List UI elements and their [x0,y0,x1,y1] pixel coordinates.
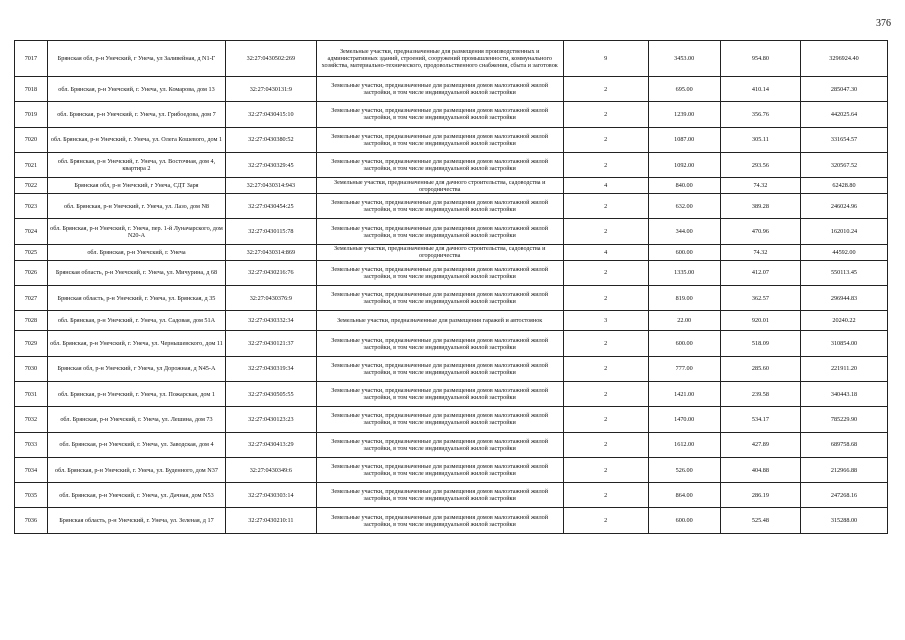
address-cell: обл. Брянская, р-н Унечский, г. Унеча, ул. Олега Кошевого, дом 1 [47,127,225,152]
area-cell: 600.00 [648,331,720,356]
land-use-cell: Земельные участки, предназначенные для размещения домов малоэтажной жилой застройки, в том числе индивидуальной жилой застройки [316,77,563,102]
cadastral-value-cell: 3296924.40 [800,41,887,77]
cadastral-number-cell: 32:27:0430319:34 [226,356,316,381]
row-number: 7029 [15,331,48,356]
area-cell: 1087.00 [648,127,720,152]
area-cell: 1092.00 [648,152,720,177]
land-use-cell: Земельные участки, предназначенные для дачного строительства, садоводства и огородничества [316,244,563,260]
use-code-cell: 2 [563,127,648,152]
rate-cell: 239.58 [720,381,800,406]
cadastral-number-cell: 32:27:0430123:23 [226,407,316,432]
cadastral-value-cell: 221911.20 [800,356,887,381]
cadastral-value-cell: 246024.96 [800,194,887,219]
land-use-cell: Земельные участки, предназначенные для размещения домов малоэтажной жилой застройки, в том числе индивидуальной жилой застройки [316,407,563,432]
area-cell: 777.00 [648,356,720,381]
row-number: 7020 [15,127,48,152]
use-code-cell: 2 [563,331,648,356]
cadastral-value-cell: 320567.52 [800,152,887,177]
table-row [15,356,888,381]
cadastral-value-cell: 310854.00 [800,331,887,356]
rate-cell: 305.11 [720,127,800,152]
rate-cell: 74.32 [720,178,800,194]
land-use-cell: Земельные участки, предназначенные для размещения домов малоэтажной жилой застройки, в том числе индивидуальной жилой застройки [316,356,563,381]
land-use-cell: Земельные участки, предназначенные для размещения производственных и административных зданий, строений, сооружений промышленности, коммунального хозяйства, материально-технического, продовольственного снабжения, сбыта и заготовок [316,41,563,77]
area-cell: 3453.00 [648,41,720,77]
cadastral-number-cell: 32:27:0430376:9 [226,286,316,311]
cadastral-value-cell: 285047.30 [800,77,887,102]
table-row [15,127,888,152]
rate-cell: 534.17 [720,407,800,432]
table-row [15,77,888,102]
cadastral-value-cell: 689758.68 [800,432,887,457]
land-use-cell: Земельные участки, предназначенные для размещения домов малоэтажной жилой застройки, в том числе индивидуальной жилой застройки [316,381,563,406]
address-cell: обл. Брянская, р-н Унечский, г. Унеча [47,244,225,260]
land-use-cell: Земельные участки, предназначенные для размещения домов малоэтажной жилой застройки, в том числе индивидуальной жилой застройки [316,508,563,533]
cadastral-number-cell: 32:27:0430502:269 [226,41,316,77]
cadastral-number-cell: 32:27:0430332:34 [226,311,316,331]
rate-cell: 286.19 [720,483,800,508]
use-code-cell: 9 [563,41,648,77]
address-cell: обл. Брянская, р-н Унечский, г. Унеча, пер. 1-й Луначарского, дом N20-А [47,219,225,244]
cadastral-value-cell: 162010.24 [800,219,887,244]
cadastral-value-cell: 212966.88 [800,457,887,482]
cadastral-value-cell: 785229.90 [800,407,887,432]
use-code-cell: 4 [563,244,648,260]
address-cell: Брянская область, р-н Унечский, г. Унеча, ул. Мичурина, д 68 [47,260,225,285]
cadastral-number-cell: 32:27:0430303:14 [226,483,316,508]
table-row [15,286,888,311]
cadastral-number-cell: 32:27:0430329:45 [226,152,316,177]
row-number: 7026 [15,260,48,285]
address-cell: Брянская область, р-н Унечский, г. Унеча, ул. Зеленая, д 17 [47,508,225,533]
use-code-cell: 2 [563,77,648,102]
use-code-cell: 2 [563,152,648,177]
table-row [15,194,888,219]
cadastral-number-cell: 32:27:0430121:37 [226,331,316,356]
land-use-cell: Земельные участки, предназначенные для размещения домов малоэтажной жилой застройки, в том числе индивидуальной жилой застройки [316,286,563,311]
use-code-cell: 2 [563,356,648,381]
land-use-cell: Земельные участки, предназначенные для размещения домов малоэтажной жилой застройки, в том числе индивидуальной жилой застройки [316,432,563,457]
area-cell: 600.00 [648,508,720,533]
land-use-cell: Земельные участки, предназначенные для размещения домов малоэтажной жилой застройки, в том числе индивидуальной жилой застройки [316,152,563,177]
table-row [15,483,888,508]
use-code-cell: 2 [563,194,648,219]
rate-cell: 404.88 [720,457,800,482]
address-cell: обл. Брянская, р-н Унечский, г. Унеча, ул. Восточная, дом 4, квартира 2 [47,152,225,177]
land-use-cell: Земельные участки, предназначенные для размещения домов малоэтажной жилой застройки, в том числе индивидуальной жилой застройки [316,102,563,127]
cadastral-number-cell: 32:27:0430380:52 [226,127,316,152]
area-cell: 1421.00 [648,381,720,406]
use-code-cell: 2 [563,260,648,285]
address-cell: обл. Брянская, р-н Унечский, г. Унеча, ул. Лешина, дом 73 [47,407,225,432]
land-use-cell: Земельные участки, предназначенные для размещения домов малоэтажной жилой застройки, в том числе индивидуальной жилой застройки [316,219,563,244]
rate-cell: 74.32 [720,244,800,260]
address-cell: обл. Брянская, р-н Унечский, г. Унеча, ул. Заводская, дом 4 [47,432,225,457]
use-code-cell: 2 [563,102,648,127]
address-cell: обл. Брянская, р-н Унечский, г. Унеча, ул. Грибоедова, дом 7 [47,102,225,127]
rate-cell: 356.76 [720,102,800,127]
address-cell: обл. Брянская, р-н Унечский, г. Унеча, ул. Дачная, дом N53 [47,483,225,508]
rate-cell: 920.01 [720,311,800,331]
cadastral-number-cell: 32:27:0430415:10 [226,102,316,127]
area-cell: 695.00 [648,77,720,102]
address-cell: обл. Брянская, р-н Унечский, г. Унеча, ул. Лазо, дом N8 [47,194,225,219]
table-row [15,457,888,482]
table-row [15,41,888,77]
table-row [15,178,888,194]
page-number: 376 [876,18,891,29]
address-cell: Брянская область, р-н Унечский, г. Унеча, ул. Брянская, д 35 [47,286,225,311]
use-code-cell: 2 [563,508,648,533]
row-number: 7023 [15,194,48,219]
land-use-cell: Земельные участки, предназначенные для размещения домов малоэтажной жилой застройки, в том числе индивидуальной жилой застройки [316,483,563,508]
table-row [15,152,888,177]
row-number: 7024 [15,219,48,244]
table-row [15,508,888,533]
cadastral-value-cell: 20240.22 [800,311,887,331]
table-row [15,331,888,356]
table-row [15,219,888,244]
land-use-cell: Земельные участки, предназначенные для размещения домов малоэтажной жилой застройки, в том числе индивидуальной жилой застройки [316,331,563,356]
row-number: 7021 [15,152,48,177]
area-cell: 22.00 [648,311,720,331]
cadastral-number-cell: 32:27:0430413:29 [226,432,316,457]
use-code-cell: 2 [563,432,648,457]
table-row [15,102,888,127]
area-cell: 344.00 [648,219,720,244]
cadastral-number-cell: 32:27:0430115:78 [226,219,316,244]
rate-cell: 293.56 [720,152,800,177]
rate-cell: 427.89 [720,432,800,457]
use-code-cell: 3 [563,311,648,331]
address-cell: обл. Брянская, р-н Унечский, г. Унеча, ул. Садовая, дом 51А [47,311,225,331]
address-cell: обл. Брянская, р-н Унечский, г. Унеча, ул. Пожарская, дом 1 [47,381,225,406]
row-number: 7035 [15,483,48,508]
cadastral-number-cell: 32:27:0430314:943 [226,178,316,194]
row-number: 7030 [15,356,48,381]
land-use-cell: Земельные участки, предназначенные для размещения домов малоэтажной жилой застройки, в том числе индивидуальной жилой застройки [316,457,563,482]
cadastral-number-cell: 32:27:0430349:6 [226,457,316,482]
use-code-cell: 2 [563,381,648,406]
cadastral-value-cell: 340443.18 [800,381,887,406]
rate-cell: 518.09 [720,331,800,356]
row-number: 7036 [15,508,48,533]
land-use-cell: Земельные участки, предназначенные для дачного строительства, садоводства и огородничества [316,178,563,194]
table-row [15,381,888,406]
cadastral-number-cell: 32:27:0430454:25 [226,194,316,219]
use-code-cell: 2 [563,457,648,482]
row-number: 7017 [15,41,48,77]
row-number: 7022 [15,178,48,194]
address-cell: Брянская обл, р-н Унечский, г Унеча, ул Заливейная, д N1-Г [47,41,225,77]
cadastral-value-cell: 550113.45 [800,260,887,285]
use-code-cell: 2 [563,483,648,508]
cadastral-value-cell: 247268.16 [800,483,887,508]
cadastral-value-cell: 315288.00 [800,508,887,533]
rate-cell: 362.57 [720,286,800,311]
table-row [15,244,888,260]
area-cell: 840.00 [648,178,720,194]
land-use-cell: Земельные участки, предназначенные для размещения домов малоэтажной жилой застройки, в том числе индивидуальной жилой застройки [316,194,563,219]
rate-cell: 470.96 [720,219,800,244]
rate-cell: 285.60 [720,356,800,381]
row-number: 7033 [15,432,48,457]
land-use-cell: Земельные участки, предназначенные для размещения гаражей и автостоянок [316,311,563,331]
cadastral-value-cell: 62428.80 [800,178,887,194]
land-use-cell: Земельные участки, предназначенные для размещения домов малоэтажной жилой застройки, в том числе индивидуальной жилой застройки [316,260,563,285]
row-number: 7034 [15,457,48,482]
area-cell: 526.00 [648,457,720,482]
cadastral-value-cell: 331654.57 [800,127,887,152]
rate-cell: 412.07 [720,260,800,285]
row-number: 7028 [15,311,48,331]
row-number: 7027 [15,286,48,311]
row-number: 7032 [15,407,48,432]
address-cell: обл. Брянская, р-н Унечский, г. Унеча, ул. Буденного, дом N37 [47,457,225,482]
rate-cell: 410.14 [720,77,800,102]
land-registry-table [14,40,888,534]
address-cell: обл. Брянская, р-н Унечский, г. Унеча, ул. Комарова, дом 13 [47,77,225,102]
cadastral-number-cell: 32:27:0430505:55 [226,381,316,406]
table-row [15,407,888,432]
cadastral-number-cell: 32:27:0430210:11 [226,508,316,533]
area-cell: 1470.00 [648,407,720,432]
rate-cell: 389.28 [720,194,800,219]
address-cell: Брянская обл, р-н Унечский, г Унеча, СДТ Заря [47,178,225,194]
use-code-cell: 4 [563,178,648,194]
address-cell: Брянская обл, р-н Унечский, г Унеча, ул Дорожная, д N45-А [47,356,225,381]
area-cell: 1612.00 [648,432,720,457]
area-cell: 1239.00 [648,102,720,127]
row-number: 7019 [15,102,48,127]
rate-cell: 525.48 [720,508,800,533]
use-code-cell: 2 [563,407,648,432]
cadastral-value-cell: 44592.00 [800,244,887,260]
table-row [15,260,888,285]
area-cell: 600.00 [648,244,720,260]
cadastral-number-cell: 32:27:0430131:9 [226,77,316,102]
row-number: 7018 [15,77,48,102]
row-number: 7025 [15,244,48,260]
cadastral-number-cell: 32:27:0430216:76 [226,260,316,285]
use-code-cell: 2 [563,219,648,244]
cadastral-value-cell: 442025.64 [800,102,887,127]
area-cell: 819.00 [648,286,720,311]
cadastral-value-cell: 296944.83 [800,286,887,311]
address-cell: обл. Брянская, р-н Унечский, г. Унеча, ул. Чернышевского, дом 11 [47,331,225,356]
rate-cell: 954.80 [720,41,800,77]
area-cell: 864.00 [648,483,720,508]
area-cell: 1335.00 [648,260,720,285]
land-use-cell: Земельные участки, предназначенные для размещения домов малоэтажной жилой застройки, в том числе индивидуальной жилой застройки [316,127,563,152]
table-row [15,311,888,331]
row-number: 7031 [15,381,48,406]
area-cell: 632.00 [648,194,720,219]
cadastral-number-cell: 32:27:0430314:869 [226,244,316,260]
use-code-cell: 2 [563,286,648,311]
table-row [15,432,888,457]
